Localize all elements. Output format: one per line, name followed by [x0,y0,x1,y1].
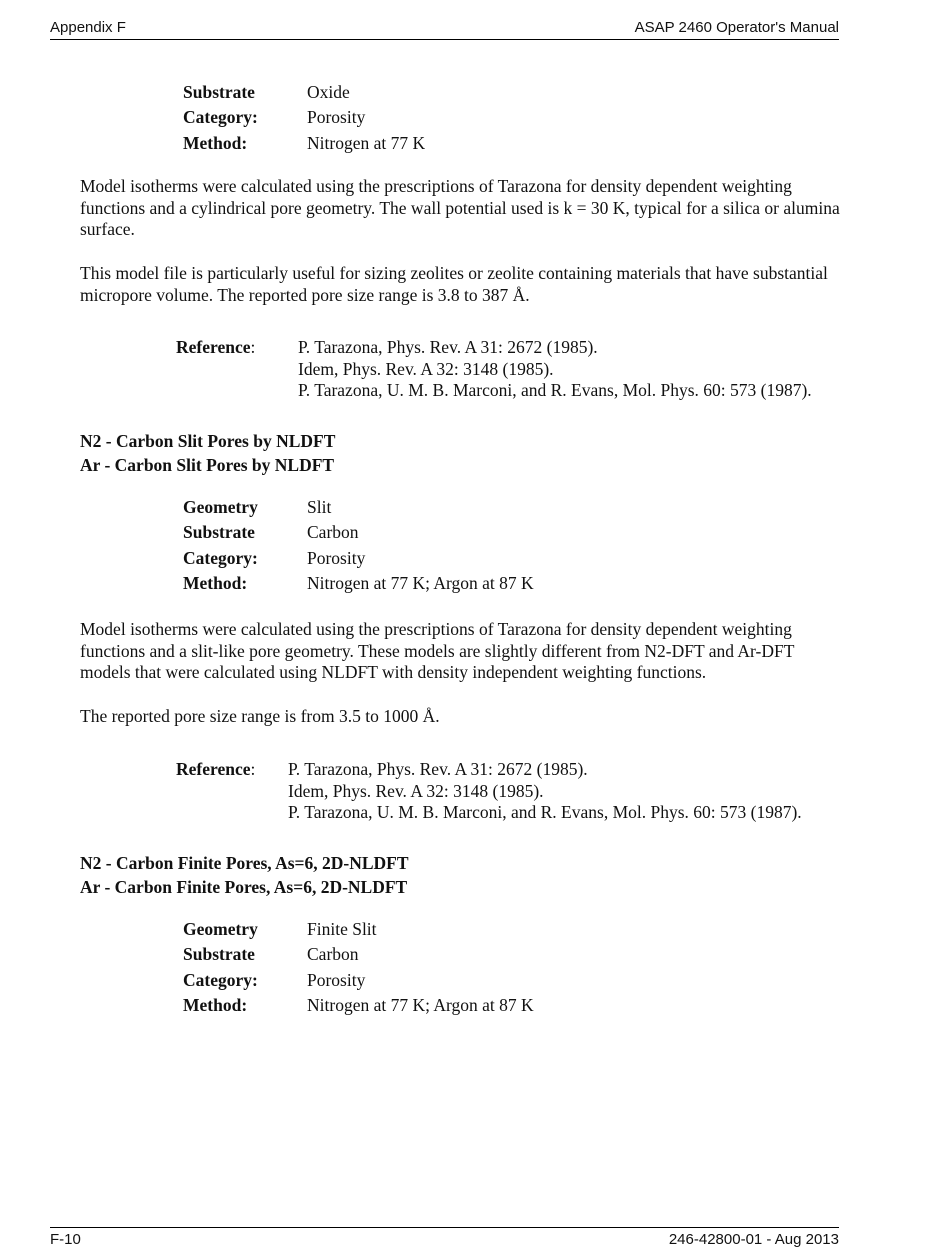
property-value: Oxide [307,82,350,102]
page-header [50,17,839,40]
property-value: Nitrogen at 77 K; Argon at 87 K [307,994,534,1015]
paragraph: Model isotherms were calculated using the prescriptions of Tarazona for density dependent weighting functions and a slit-like pore geometry. These models are slightly different from N2-DFT and Ar-DFT models that were calculated using NLDFT with density independent weighting functions. [80,619,795,682]
header-section: Appendix F [50,19,126,36]
section-title [80,430,335,477]
property-key: Method: [183,132,248,153]
page-footer [50,1227,839,1248]
property-key: Method: [183,994,248,1015]
document-part-number: 246-42800-01 - Aug 2013 [668,1231,839,1248]
reference-label: Reference: [176,759,256,779]
property-value: Finite Slit [307,919,377,939]
property-value: Carbon [307,522,359,543]
reference-line: Idem, Phys. Rev. A 32: 3148 (1985). [288,780,544,801]
section-title-line: Ar - Carbon Slit Pores by NLDFT [80,454,335,475]
property-key: Substrate [183,522,255,543]
property-value: Nitrogen at 77 K; Argon at 87 K [307,572,534,593]
property-value: Slit [307,497,332,517]
property-key: Substrate [183,944,255,965]
property-key: Category: [183,107,258,128]
reference-line: P. Tarazona, U. M. B. Marconi, and R. Evans, Mol. Phys. 60: 573 (1987). [288,802,802,823]
property-value: Porosity [307,107,366,128]
section-title-line: Ar - Carbon Finite Pores, As=6, 2D-NLDFT [80,876,408,897]
paragraph: This model file is particularly useful for sizing zeolites or zeolite containing materials that have substantial micropore volume. The reported pore size range is 3.8 to 387 Å. [80,263,828,305]
property-key: Category: [183,547,258,568]
property-value: Nitrogen at 77 K [307,132,426,153]
paragraph: Model isotherms were calculated using the prescriptions of Tarazona for density dependent weighting functions and a cylindrical pore geometry. The wall potential used is k = 30 K, typical for a silica or alumina surface. [80,176,840,239]
reference-line: P. Tarazona, Phys. Rev. A 31: 2672 (1985). [298,337,598,357]
reference-line: P. Tarazona, Phys. Rev. A 31: 2672 (1985). [288,759,588,779]
page-number: F-10 [50,1231,81,1248]
header-manual-title: ASAP 2460 Operator's Manual [634,19,839,36]
property-key: Geometry [183,919,258,939]
property-key: Geometry [183,497,258,517]
paragraph: The reported pore size range is from 3.5 to 1000 Å. [80,706,440,726]
property-key: Substrate [183,82,255,102]
reference-label: Reference: [176,337,256,357]
reference-line: Idem, Phys. Rev. A 32: 3148 (1985). [298,358,554,379]
property-value: Porosity [307,969,366,990]
property-key: Method: [183,572,248,593]
property-key: Category: [183,969,258,990]
property-value: Porosity [307,547,366,568]
reference-line: P. Tarazona, U. M. B. Marconi, and R. Evans, Mol. Phys. 60: 573 (1987). [298,380,812,401]
section-title-line: N2 - Carbon Finite Pores, As=6, 2D-NLDFT [80,853,409,873]
section-title-line: N2 - Carbon Slit Pores by NLDFT [80,431,336,451]
section-title [80,852,409,899]
property-value: Carbon [307,944,359,965]
